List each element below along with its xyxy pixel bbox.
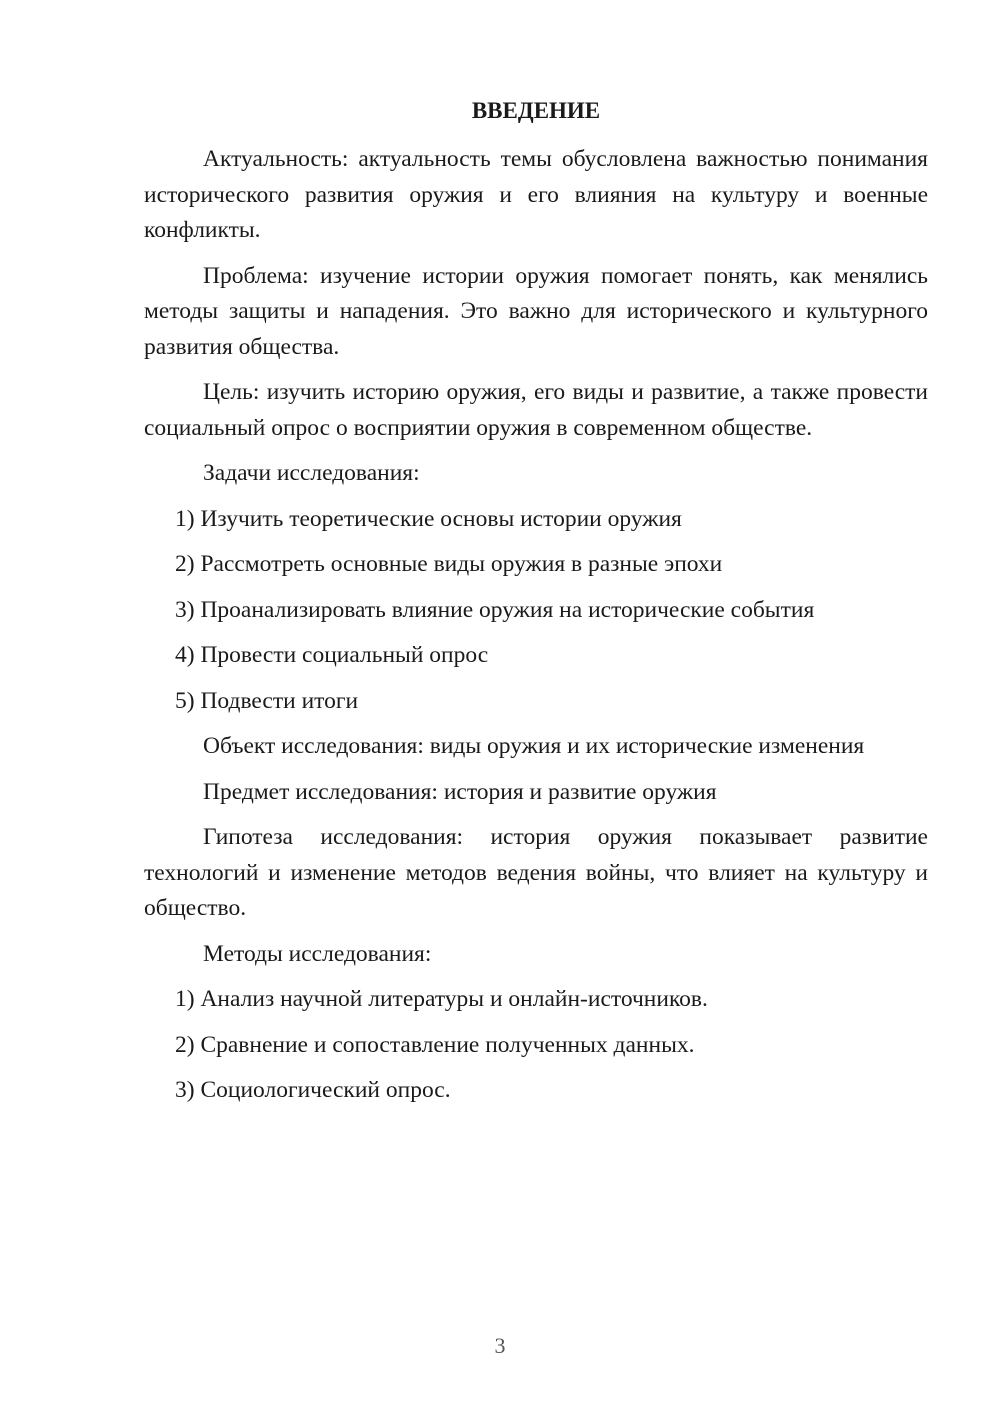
list-item: 1) Анализ научной литературы и онлайн-источников. (175, 986, 708, 1012)
research-subject: Предмет исследования: история и развитие оружия (203, 778, 717, 805)
list-item: 1) Изучить теоретические основы истории оружия (175, 505, 682, 532)
list-item: 3) Социологический опрос. (175, 1077, 451, 1103)
list-item: 2) Сравнение и сопоставление полученных данных. (175, 1031, 695, 1058)
research-object: Объект исследования: виды оружия и их исторические изменения (203, 733, 865, 759)
methods-heading: Методы исследования: (203, 940, 432, 967)
paragraph-relevance: Актуальность: актуальность темы обусловлена важностью понимания исторического развития оружия и его влияния на культуру и военные конфликты. (144, 146, 928, 243)
page-title: ВВЕДЕНИЕ (471, 98, 601, 123)
page-number: 3 (494, 1333, 506, 1358)
list-item: 3) Проанализировать влияние оружия на исторические события (175, 596, 815, 623)
paragraph-hypothesis: Гипотеза исследования: история оружия показывает развитие технологий и изменение методов ведения войны, что влияет на культуру и общество. (144, 824, 928, 921)
tasks-heading: Задачи исследования: (203, 460, 420, 486)
list-item: 5) Подвести итоги (175, 687, 359, 714)
paragraph-goal: Цель: изучить историю оружия, его виды и развитие, а также провести социальный опрос о восприятии оружия в современном обществе. (144, 379, 928, 441)
list-item: 4) Провести социальный опрос (175, 642, 489, 668)
list-item: 2) Рассмотреть основные виды оружия в разные эпохи (175, 551, 723, 577)
document-body (144, 142, 928, 1109)
paragraph-problem: Проблема: изучение истории оружия помогает понять, как менялись методы защиты и нападения. Это важно для исторического и культурного развития общества. (144, 262, 928, 360)
